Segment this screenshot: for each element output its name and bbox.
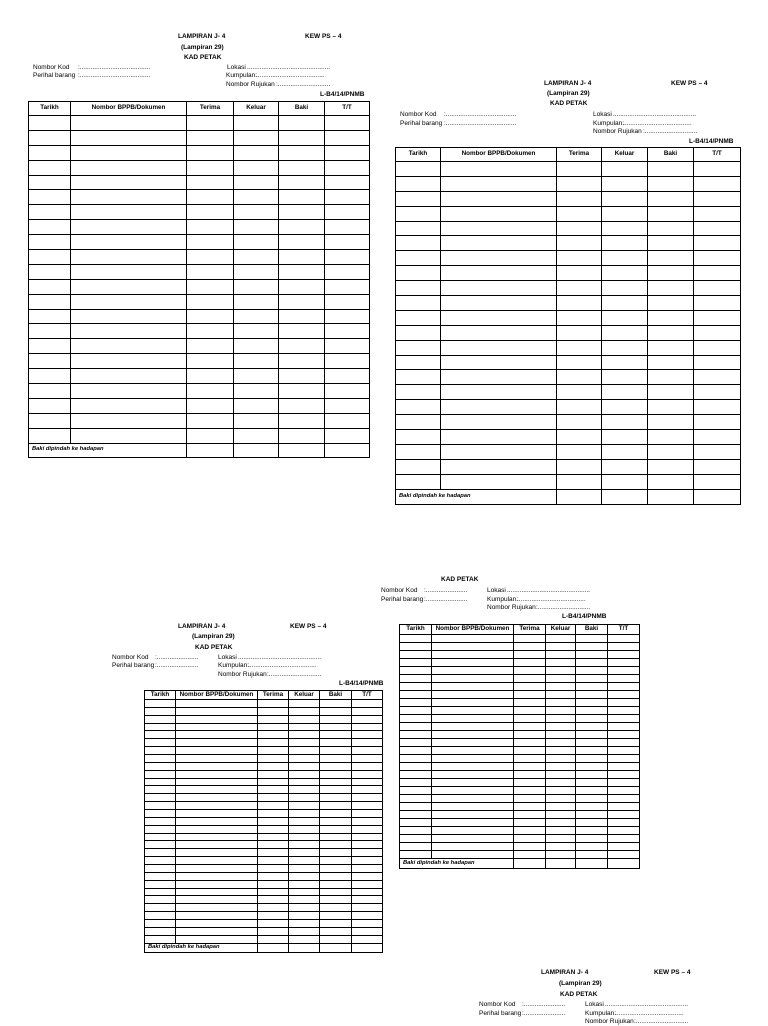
carry-forward-label: Baki dipindah ke hadapan: [396, 489, 557, 504]
nombor-rujukan-field[interactable]: :.............................: [634, 1018, 689, 1025]
nombor-kod-field[interactable]: :.......................: [424, 587, 468, 594]
nombor-kod-field[interactable]: :.......................................: [78, 64, 151, 71]
perihal-barang-field[interactable]: :.......................................: [444, 120, 517, 127]
appendix-label: LAMPIRAN J- 4: [178, 623, 226, 630]
nombor-kod-field[interactable]: :.......................................: [444, 111, 517, 118]
kumpulan-field[interactable]: ......................................: [248, 662, 317, 669]
column-header: T/T: [325, 102, 370, 116]
column-header: Keluar: [289, 691, 320, 700]
nombor-rujukan-label: Nombor Rujukan: [593, 128, 642, 135]
kumpulan-field[interactable]: ......................................: [256, 72, 325, 79]
carry-forward-label: Baki dipindah ke hadapan: [400, 859, 514, 869]
column-header: Tarikh: [29, 102, 71, 116]
form-title: KAD PETAK: [195, 644, 233, 651]
perihal-barang-label: Perihal barang: [381, 596, 424, 603]
column-header: Baki: [576, 625, 608, 635]
column-header: T/T: [694, 148, 741, 162]
lokasi-label: Lokasi: [585, 1001, 604, 1008]
column-header: Keluar: [234, 102, 279, 116]
nombor-rujukan-field[interactable]: :.............................: [643, 128, 698, 135]
form-title: KAD PETAK: [550, 100, 588, 107]
column-header: Nombor BPPB/Dokumen: [432, 625, 514, 635]
column-header: Keluar: [602, 148, 648, 162]
appendix-label: LAMPIRAN J- 4: [544, 80, 592, 87]
kumpulan-field[interactable]: ......................................: [623, 120, 692, 127]
form-reference: L-B4/14/PNMB: [562, 613, 607, 620]
column-header: Terima: [187, 102, 234, 116]
lokasi-field[interactable]: ..............................................: [507, 587, 591, 594]
form-title: KAD PETAK: [441, 576, 479, 583]
column-header: Terima: [514, 625, 546, 635]
kumpulan-label: Kumpulan:: [487, 596, 519, 603]
column-header: Tarikh: [396, 148, 441, 162]
perihal-barang-field[interactable]: :.......................................: [78, 72, 151, 79]
perihal-barang-label: Perihal barang: [479, 1010, 522, 1017]
carry-forward-label: Baki dipindah ke hadapan: [145, 943, 258, 952]
lokasi-label: Lokasi: [487, 587, 506, 594]
kumpulan-label: Kumpulan:: [226, 72, 258, 79]
nombor-kod-label: Nombor Kod: [381, 587, 418, 594]
nombor-kod-field[interactable]: :.......................: [155, 654, 199, 661]
column-header: Nombor BPPB/Dokumen: [176, 691, 258, 700]
form-reference: L-B4/14/PNMB: [320, 91, 365, 98]
column-header: Nombor BPPB/Dokumen: [441, 148, 557, 162]
lokasi-label: Lokasi: [227, 64, 246, 71]
nombor-rujukan-label: Nombor Rujukan: [226, 81, 275, 88]
column-header: Tarikh: [145, 691, 176, 700]
column-header: T/T: [608, 625, 640, 635]
appendix-label: LAMPIRAN J- 4: [541, 969, 589, 976]
nombor-rujukan-field[interactable]: :.............................: [276, 81, 331, 88]
kumpulan-label: Kumpulan:: [593, 120, 625, 127]
column-header: Baki: [320, 691, 352, 700]
perihal-barang-label: Perihal barang: [400, 120, 443, 127]
subappendix-label: (Lampiran 29): [181, 44, 224, 51]
nombor-kod-label: Nombor Kod: [33, 64, 70, 71]
form-title: KAD PETAK: [184, 54, 222, 61]
lokasi-field[interactable]: ..............................................: [247, 64, 331, 71]
lokasi-field[interactable]: ..............................................: [613, 111, 697, 118]
nombor-rujukan-field[interactable]: :.............................: [536, 604, 591, 611]
column-header: Nombor BPPB/Dokumen: [71, 102, 187, 116]
lokasi-label: Lokasi: [218, 654, 237, 661]
form-reference: L-B4/14/PNMB: [689, 138, 734, 145]
perihal-barang-field[interactable]: :.......................: [155, 662, 199, 669]
form-code: KEW PS – 4: [305, 33, 342, 40]
column-header: Keluar: [546, 625, 576, 635]
lokasi-label: Lokasi: [593, 111, 612, 118]
kumpulan-label: Kumpulan:: [585, 1010, 617, 1017]
form-code: KEW PS – 4: [654, 969, 691, 976]
perihal-barang-label: Perihal barang: [33, 72, 76, 79]
form-title: KAD PETAK: [560, 991, 598, 998]
nombor-kod-label: Nombor Kod: [112, 654, 149, 661]
column-header: Baki: [279, 102, 325, 116]
nombor-rujukan-label: Nombor Rujukan: [218, 671, 267, 678]
carry-forward-label: Baki dipindah ke hadapan: [29, 443, 187, 457]
form-reference: L-B4/14/PNMB: [339, 680, 384, 687]
kumpulan-field[interactable]: ......................................: [615, 1010, 684, 1017]
perihal-barang-field[interactable]: :.......................: [522, 1010, 566, 1017]
nombor-rujukan-label: Nombor Rujukan: [487, 604, 536, 611]
column-header: Terima: [557, 148, 602, 162]
nombor-kod-label: Nombor Kod: [479, 1001, 516, 1008]
nombor-kod-field[interactable]: :.......................: [522, 1001, 566, 1008]
perihal-barang-field[interactable]: :.......................: [424, 596, 468, 603]
column-header: T/T: [352, 691, 383, 700]
nombor-rujukan-label: Nombor Rujukan: [585, 1018, 634, 1025]
kumpulan-label: Kumpulan:: [218, 662, 250, 669]
subappendix-label: (Lampiran 29): [192, 633, 235, 640]
nombor-rujukan-field[interactable]: :.............................: [267, 671, 322, 678]
kumpulan-field[interactable]: ......................................: [517, 596, 586, 603]
perihal-barang-label: Perihal barang: [112, 662, 155, 669]
column-header: Tarikh: [400, 625, 432, 635]
form-code: KEW PS – 4: [290, 623, 327, 630]
appendix-label: LAMPIRAN J- 4: [178, 33, 226, 40]
subappendix-label: (Lampiran 29): [559, 980, 602, 987]
column-header: Baki: [648, 148, 694, 162]
form-code: KEW PS – 4: [671, 80, 708, 87]
lokasi-field[interactable]: ..............................................: [605, 1001, 689, 1008]
subappendix-label: (Lampiran 29): [547, 90, 590, 97]
lokasi-field[interactable]: ..............................................: [238, 654, 322, 661]
column-header: Terima: [258, 691, 289, 700]
nombor-kod-label: Nombor Kod: [400, 111, 437, 118]
